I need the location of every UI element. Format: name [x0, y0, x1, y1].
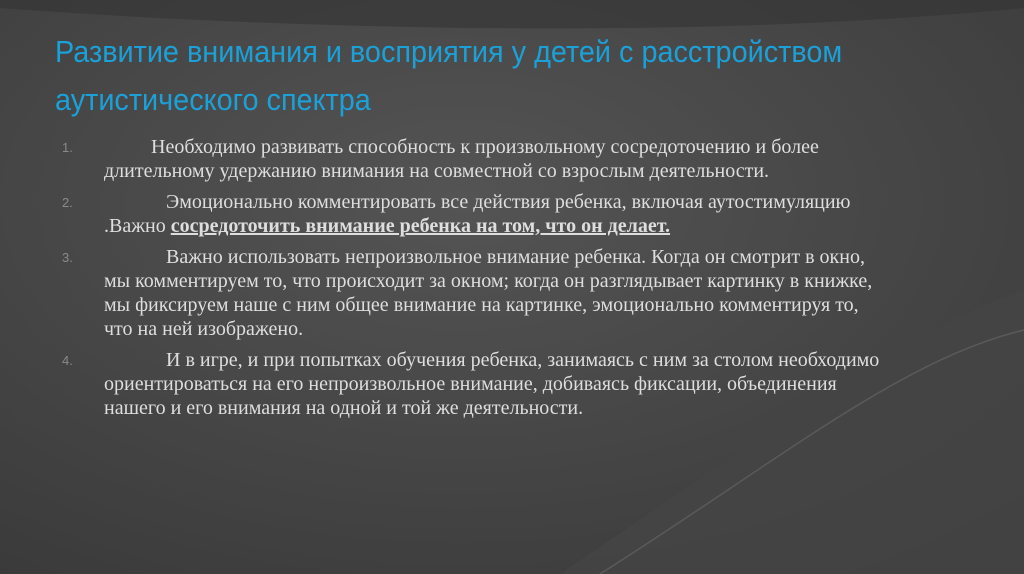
emphasized-text: сосредоточить внимание ребенка на том, что он делает. — [170, 215, 671, 237]
list-number: 1. — [62, 140, 73, 155]
list-item-text: Важно использовать непроизвольное внимание ребенка. Когда он смотрит в окно, мы комментируем то, что происходит за окном; когда он разглядывает картинку в книжке, мы фиксируем наше с ним общее внимание на картинке, эмоционально комментируя то, что на ней изображено. — [104, 246, 873, 340]
list-number: 2. — [62, 195, 73, 210]
list-number: 3. — [62, 250, 73, 265]
list-number: 4. — [62, 353, 73, 368]
list-item-text: Эмоционально комментировать все действия ребенка, включая аутостимуляцию .Важно — [104, 191, 851, 237]
list-item — [62, 245, 882, 341]
list-item — [62, 348, 882, 420]
list-item — [62, 190, 882, 238]
list-item-text: И в игре, и при попытках обучения ребенка, занимаясь с ним за столом необходимо ориентироваться на его непроизвольное внимание, добиваясь фиксации, объединения нашего и его внимания на одной и той же деятельности. — [104, 349, 880, 419]
list-item-text: Необходимо развивать способность к произвольному сосредоточению и более длительному удержанию внимания на совместной со взрослым деятельности. — [104, 136, 819, 182]
numbered-list — [62, 135, 882, 427]
list-item — [62, 135, 882, 183]
slide-title: Развитие внимания и восприятия у детей с расстройством аутистического спектра — [55, 34, 843, 117]
